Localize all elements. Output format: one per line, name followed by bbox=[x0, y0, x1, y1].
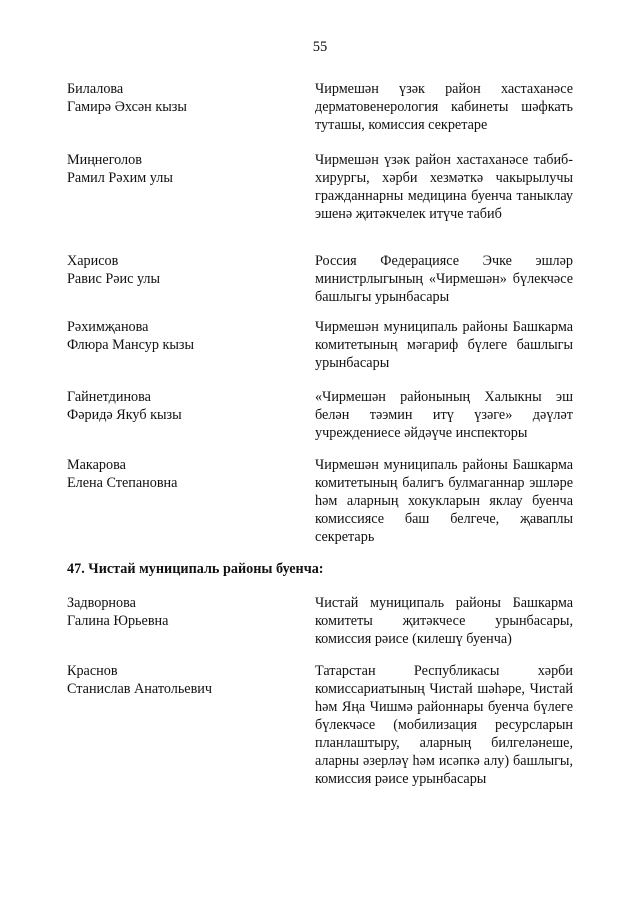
member-name bbox=[67, 80, 297, 116]
member-given-name: Рамил Рәхим улы bbox=[67, 170, 173, 186]
member-surname: Билалова bbox=[67, 81, 124, 97]
member-name bbox=[67, 388, 297, 424]
member-role: Чирмешән үзәк район хастаханәсе табиб-хирургы, хәрби хезмәткә чакырылучы гражданнарны медицина буенча таныклау эшенә җитәкчелек итүче табиб bbox=[315, 152, 573, 222]
member-given-name: Фәридә Якуб кызы bbox=[67, 407, 182, 423]
member-surname: Краснов bbox=[67, 663, 118, 679]
member-role: Чистай муниципаль районы Башкарма комитеты җитәкчесе урынбасары, комиссия рәисе (килешү буенча) bbox=[315, 595, 573, 647]
member-given-name: Флюра Мансур кызы bbox=[67, 337, 195, 353]
member-given-name: Галина Юрьевна bbox=[67, 613, 169, 629]
member-given-name: Станислав Анатольевич bbox=[67, 681, 213, 697]
member-name bbox=[67, 662, 297, 698]
member-role: Чирмешән муниципаль районы Башкарма комитетының мәгариф бүлеге башлыгы урынбасары bbox=[315, 319, 573, 371]
member-surname: Задворнова bbox=[67, 595, 136, 611]
member-name bbox=[67, 594, 297, 630]
member-name bbox=[67, 456, 297, 492]
member-surname: Рәхимҗанова bbox=[67, 319, 149, 335]
member-surname: Миңнеголов bbox=[67, 152, 142, 168]
member-surname: Макарова bbox=[67, 457, 126, 473]
member-role: Чирмешән муниципаль районы Башкарма комитетының балигъ булмаганнар эшләре һәм аларның хокукларын яклау буенча комиссиясе баш белгече, җаваплы секретарь bbox=[315, 457, 573, 545]
member-name bbox=[67, 151, 297, 187]
member-role: Чирмешән үзәк район хастаханәсе дерматовенерология кабинеты шәфкать туташы, комиссия секретаре bbox=[315, 81, 573, 133]
member-role: Татарстан Республикасы хәрби комиссариатының Чистай шәһәре, Чистай һәм Яңа Чишмә районнары буенча бүлеге бүлекчәсе (мобилизация ресурсларын планлаштыру, аларның билгеләнеше, аларны әзерләү һәм исәпкә алу) башлыгы, комиссия рәисе урынбасары bbox=[315, 663, 573, 787]
member-role: Россия Федерациясе Эчке эшләр министрлыгының «Чирмешән» бүлекчәсе башлыгы урынбасары bbox=[315, 253, 573, 305]
member-given-name: Гамирә Әхсән кызы bbox=[67, 99, 187, 115]
member-given-name: Равис Рәис улы bbox=[67, 271, 161, 287]
member-surname: Гайнетдинова bbox=[67, 389, 151, 405]
page-number: 55 bbox=[312, 39, 328, 55]
member-given-name: Елена Степановна bbox=[67, 475, 178, 491]
member-surname: Харисов bbox=[67, 253, 119, 269]
member-role: «Чирмешән районының Халыкны эш белән тәэмин итү үзәге» дәүләт учреждениесе әйдәүче инспекторы bbox=[315, 389, 573, 441]
member-name bbox=[67, 252, 297, 288]
section-heading: 47. Чистай муниципаль районы буенча: bbox=[67, 561, 324, 577]
member-name bbox=[67, 318, 297, 354]
